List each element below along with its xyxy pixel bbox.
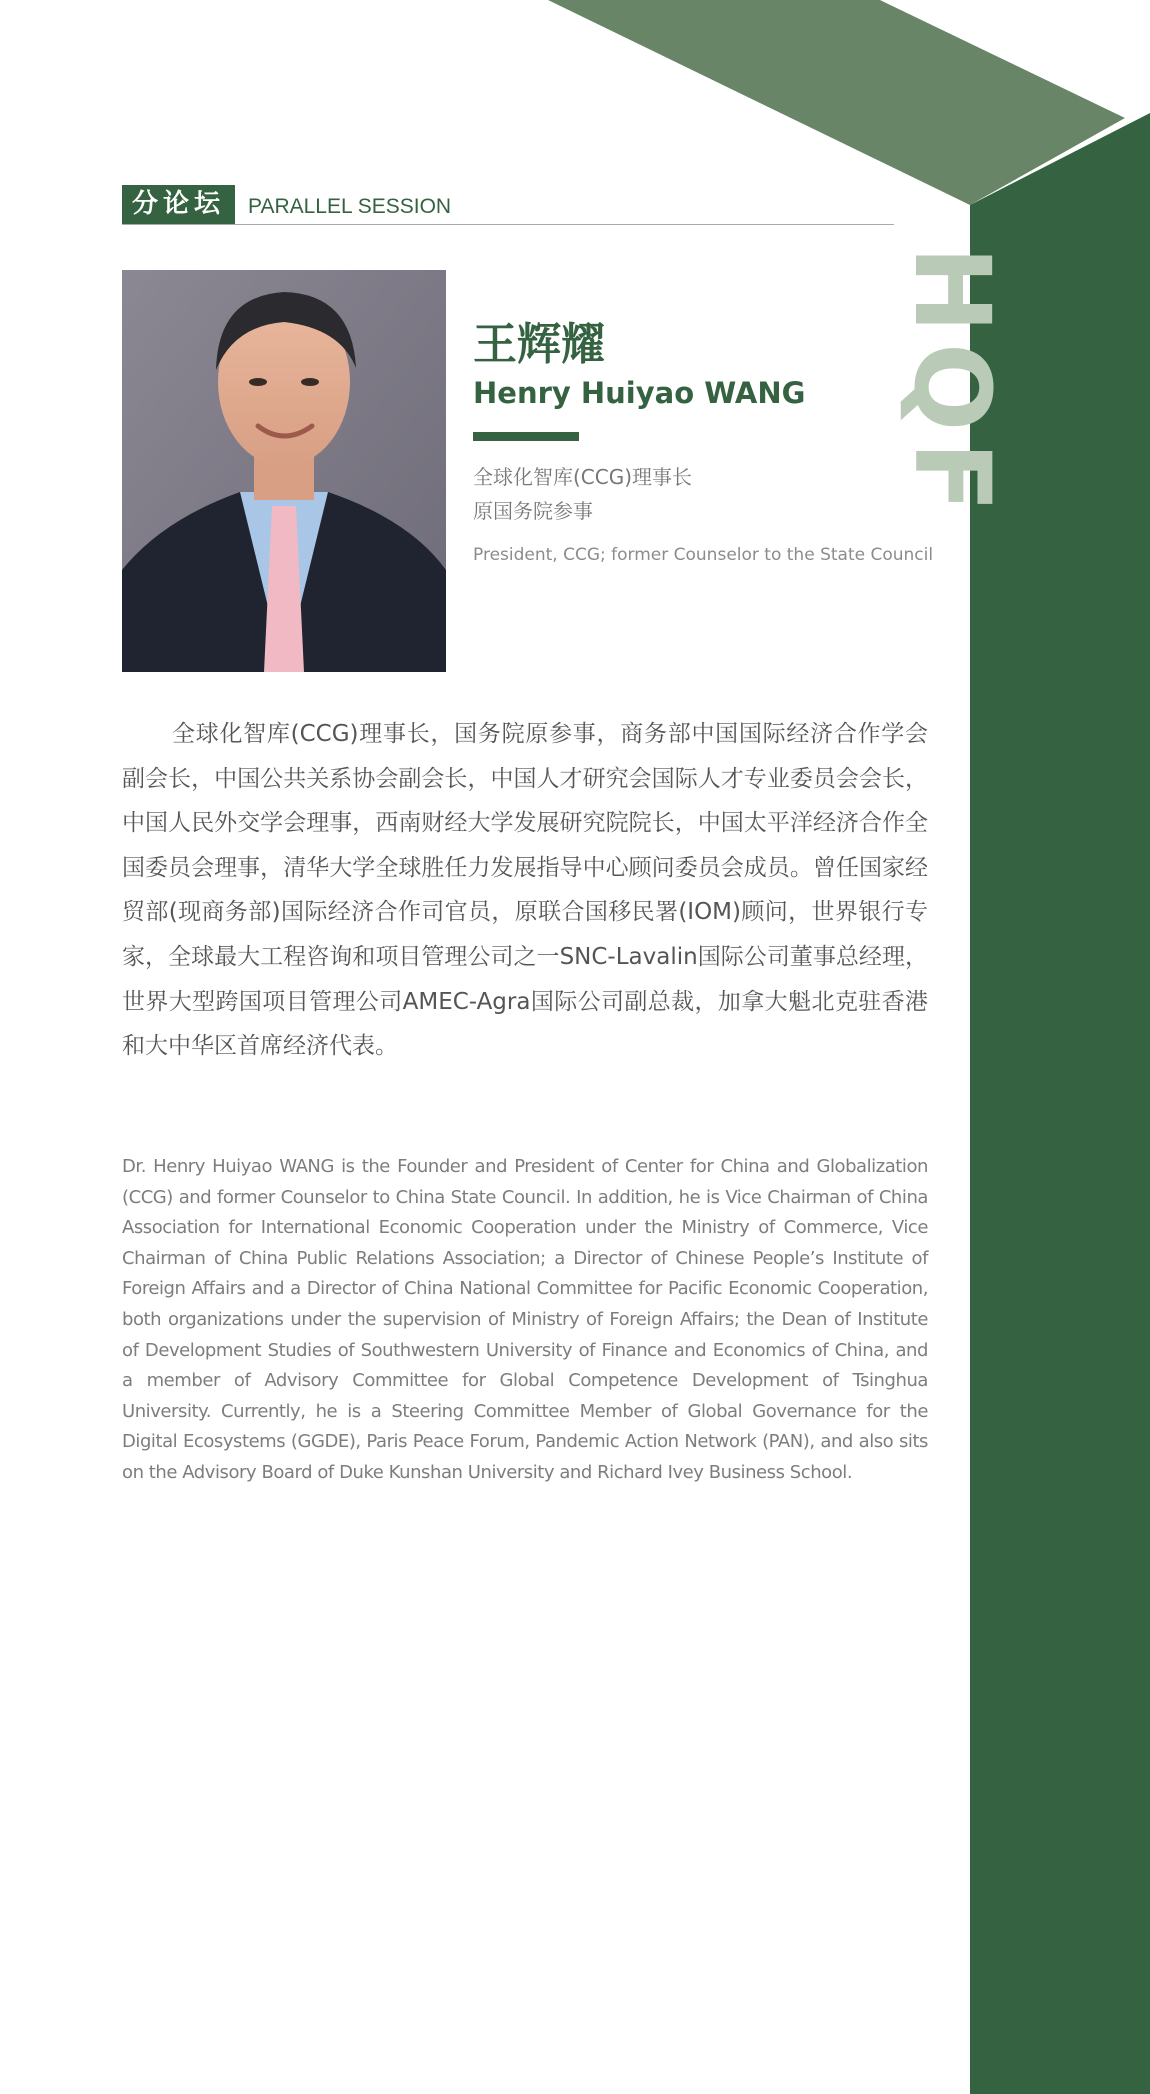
title-cn-line: 全球化智库(CCG)理事长: [473, 465, 693, 489]
title-cn-line: 原国务院参事: [473, 499, 593, 523]
session-header: [122, 185, 894, 225]
biography-en: Dr. Henry Huiyao WANG is the Founder and President of Center for China and Globalization (CCG) and former Counselor to China State Council. In addition, he is Vice Chairman of China Association for International Economic Cooperation under the Ministry of Commerce, Vice Chairman of China Public Relations Association; a Director of Chinese People’s Institute of Foreign Affairs and a Director of China National Committee for Pacific Economic Cooperation, both organizations under the supervision of Ministry of Foreign Affairs; the Dean of Institute of Development Studies of Southwestern University of Finance and Economics of China, and a member of Advisory Committee for Global Competence Development of Tsinghua University. Currently, he is a Steering Committee Member of Global Governance for the Digital Ecosystems (GGDE), Paris Peace Forum, Pandemic Action Network (PAN), and also sits on the Advisory Board of Duke Kunshan University and Richard Ivey Business School.: [122, 1156, 928, 1483]
brand-logo-text: HQF: [891, 246, 1013, 523]
speaker-photo: [122, 270, 446, 672]
speaker-title-en: President, CCG; former Counselor to the State Council: [473, 545, 934, 565]
biography-cn: 全球化智库(CCG)理事长，国务院原参事，商务部中国国际经济合作学会副会长，中国公共关系协会副会长，中国人才研究会国际人才专业委员会会长，中国人民外交学会理事，西南财经大学发展研究院院长，中国太平洋经济合作全国委员会理事，清华大学全球胜任力发展指导中心顾问委员会成员。曾任国家经贸部(现商务部)国际经济合作司官员，原联合国移民署(IOM)顾问，世界银行专家，全球最大工程咨询和项目管理公司之一SNC-Lavalin国际公司董事总经理，世界大型跨国项目管理公司AMEC-Agra国际公司副总裁，加拿大魁北克驻香港和大中华区首席经济代表。: [122, 721, 928, 1060]
speaker-name-cn: 王辉耀: [473, 319, 605, 370]
session-label: PARALLEL SESSION: [248, 195, 452, 218]
speaker-name-en: Henry Huiyao WANG: [473, 376, 806, 410]
name-divider: [473, 432, 579, 441]
speaker-title-cn: [473, 460, 692, 528]
session-badge: 分论坛: [122, 185, 235, 224]
